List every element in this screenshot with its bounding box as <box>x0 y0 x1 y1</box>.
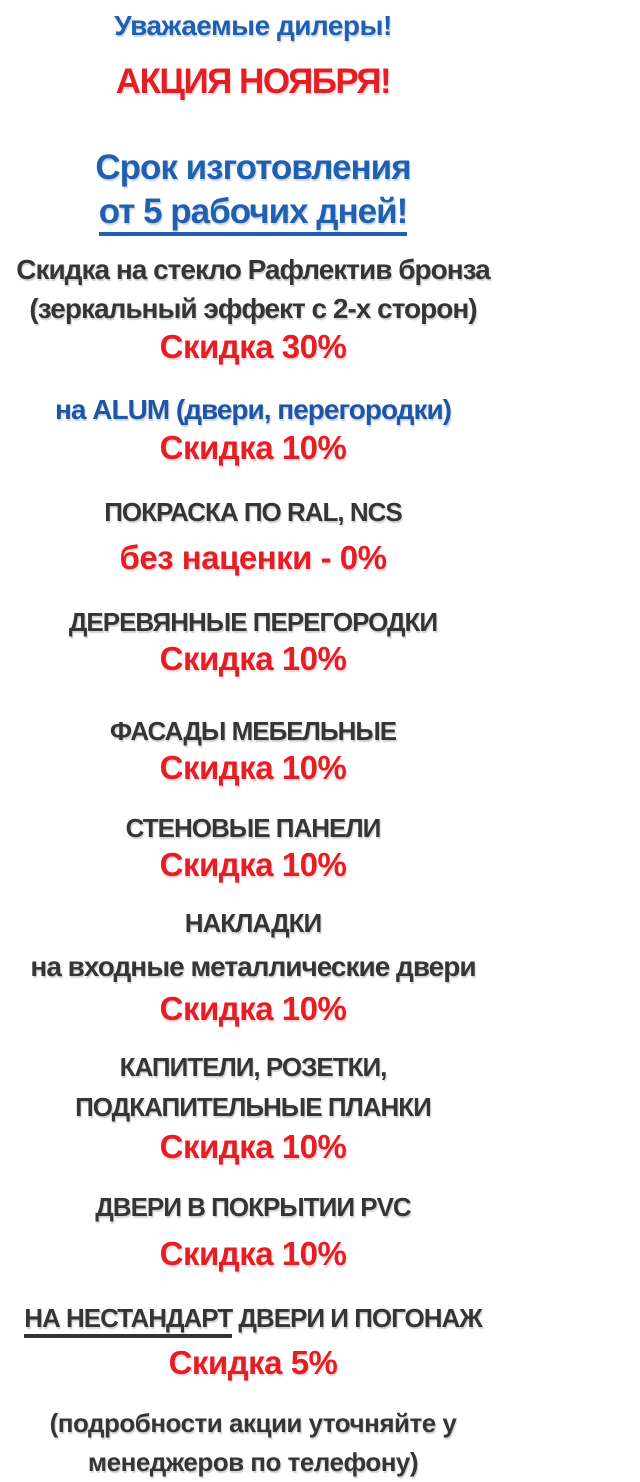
lead-time-line2 <box>0 190 506 234</box>
offer-title-line: ФАСАДЫ МЕБЕЛЬНЫЕ <box>109 715 397 746</box>
offer-title-line: ДВЕРИ В ПОКРЫТИИ PVC <box>95 1191 411 1222</box>
offer-ral-ncs-painting <box>0 497 506 576</box>
offer-title-line: СТЕНОВЫЕ ПАНЕЛИ <box>125 812 381 843</box>
offer-capitals-rosettes-planks <box>0 1052 506 1165</box>
offer-title-line: на ALUM (двери, перегородки) <box>54 394 452 426</box>
offer-metal-door-overlays <box>0 908 506 1028</box>
offer-title-line <box>0 1303 506 1334</box>
discount-value: Скидка 10% <box>159 748 347 786</box>
lead-time-line1: Срок изготовления <box>95 148 411 188</box>
lead-time-underlined-text: от 5 рабочих дней! <box>99 192 408 236</box>
offer-furniture-facades <box>0 716 506 787</box>
offer-title-underlined-text: НА НЕСТАНДАРТ <box>24 1303 232 1338</box>
footer-note-line2: менеджеров по телефону) <box>87 1446 419 1477</box>
offer-title-line: НАКЛАДКИ <box>184 907 322 938</box>
discount-value: Скидка 10% <box>159 990 347 1028</box>
promo-flyer <box>0 10 506 1482</box>
footer-note-line1: (подробности акции уточняйте у <box>49 1407 457 1438</box>
discount-value: Скидка 10% <box>159 1127 347 1165</box>
discount-value: Скидка 10% <box>159 1234 347 1272</box>
offer-reflective-bronze-glass <box>0 250 506 366</box>
discount-value: Скидка 10% <box>159 845 347 883</box>
offer-title-line: на входные металлические двери <box>30 951 476 983</box>
offer-alum-doors-partitions <box>0 390 506 467</box>
offer-title-line: ПОДКАПИТЕЛЬНЫЕ ПЛАНКИ <box>75 1092 431 1123</box>
discount-value: Скидка 10% <box>159 429 347 467</box>
offer-title-rest-text: ДВЕРИ И ПОГОНАЖ <box>232 1302 482 1333</box>
offer-title-line: (зеркальный эффект с 2-х сторон) <box>29 293 477 325</box>
offer-title-line: КАПИТЕЛИ, РОЗЕТКИ, <box>119 1052 387 1083</box>
lead-time-banner <box>0 146 506 234</box>
offer-title-line: ДЕРЕВЯННЫЕ ПЕРЕГОРОДКИ <box>68 606 438 637</box>
offer-wall-panels <box>0 813 506 884</box>
discount-value: Скидка 5% <box>168 1343 338 1381</box>
discount-value: Скидка 30% <box>159 328 347 366</box>
offer-title-line: Скидка на стекло Рафлектив бронза <box>16 253 490 285</box>
footer-note <box>0 1404 506 1482</box>
offer-non-standard-doors-moldings <box>0 1303 506 1382</box>
offer-wooden-partitions <box>0 607 506 678</box>
promo-title: АКЦИЯ НОЯБРЯ! <box>115 62 391 102</box>
offer-title-line: ПОКРАСКА ПО RAL, NCS <box>104 497 402 528</box>
discount-value: без наценки - 0% <box>119 538 387 576</box>
dealers-greeting: Уважаемые дилеры! <box>114 10 392 41</box>
offer-pvc-coated-doors <box>0 1192 506 1273</box>
discount-value: Скидка 10% <box>159 639 347 677</box>
